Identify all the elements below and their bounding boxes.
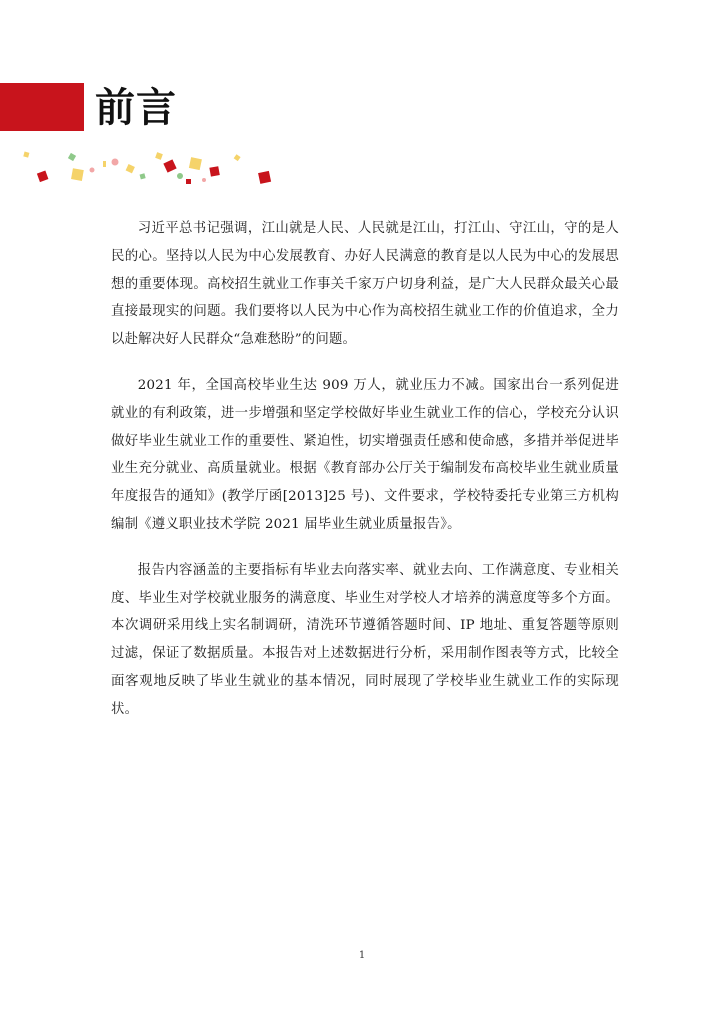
preface-body xyxy=(111,215,619,742)
confetti-decoration xyxy=(0,145,300,195)
paragraph-1: 习近平总书记强调，江山就是人民、人民就是江山，打江山、守江山，守的是人民的心。坚持以人民为中心发展教育、办好人民满意的教育是以人民为中心的发展思想的重要体现。高校招生就业工作事关千家万户切身利益，是广大人民群众最关心最直接最现实的问题。我们要将以人民为中心作为高校招生就业工作的价值追求，全力以赴解决好人民群众“急难愁盼”的问题。 xyxy=(111,221,619,348)
title-accent-bar xyxy=(0,83,84,131)
page-title: 前言 xyxy=(95,85,177,131)
paragraph-2: 2021 年，全国高校毕业生达 909 万人，就业压力不减。国家出台一系列促进就业的有利政策，进一步增强和坚定学校做好毕业生就业工作的信心，学校充分认识做好毕业生就业工作的重要性、紧迫性，切实增强责任感和使命感，多措并举促进毕业生充分就业、高质量就业。根据《教育部办公厅关于编制发布高校毕业生就业质量年度报告的通知》(教学厅函[2013]25 号)、文件要求，学校特委托专业第三方机构编制《遵义职业技术学院 2021 届毕业生就业质量报告》。 xyxy=(111,377,619,532)
paragraph-3: 报告内容涵盖的主要指标有毕业去向落实率、就业去向、工作满意度、专业相关度、毕业生对学校就业服务的满意度、毕业生对学校人才培养的满意度等多个方面。本次调研采用线上实名制调研，清洗环节遵循答题时间、IP 地址、重复答题等原则过滤，保证了数据质量。本报告对上述数据进行分析，采用制作图表等方式，比较全面客观地反映了毕业生就业的基本情况，同时展现了学校毕业生就业工作的实际现状。 xyxy=(111,562,619,717)
page-number: 1 xyxy=(358,950,366,961)
